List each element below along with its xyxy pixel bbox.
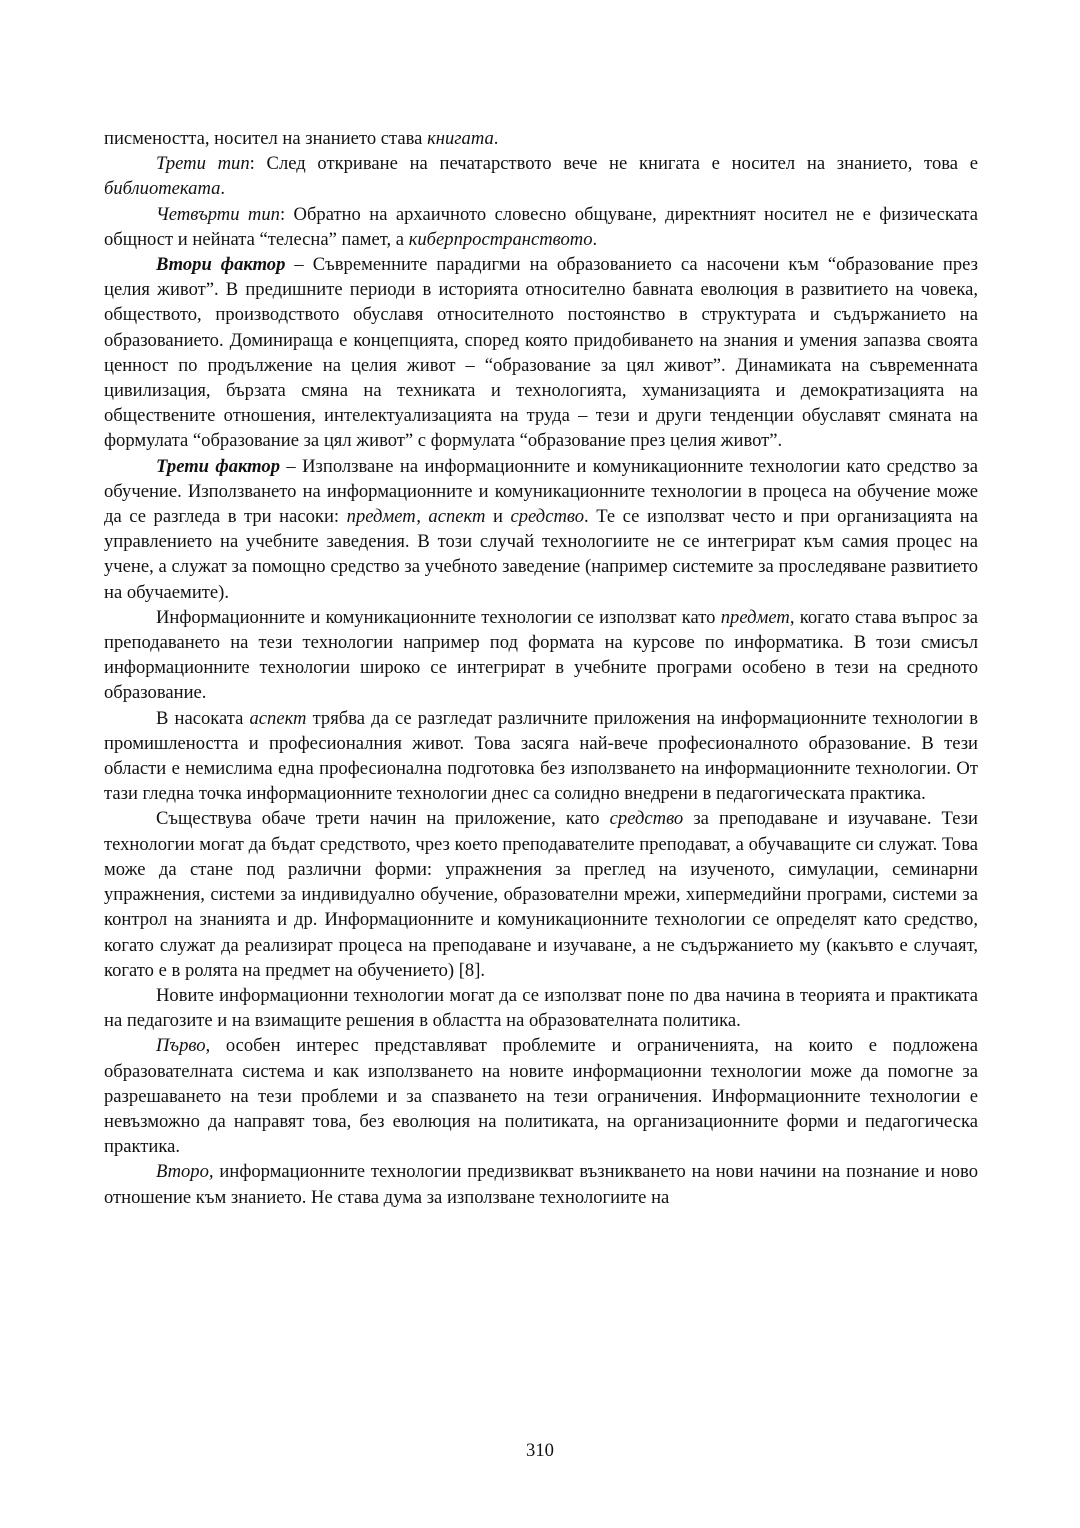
- paragraph: Второ, информационните технологии предизвикват възникването на нови начини на познание и ново отношение към знанието. Не става дума за използване технологиите на: [104, 1161, 978, 1208]
- paragraph: Втори фактор – Съвременните парадигми на образованието са насочени към “образование през целия живот”. В предишните периоди в историята относително бавната еволюция в развитието на човека, обществото, производството обуславя относителното постоянство в структурата и съдържанието на образованието. Доминираща е концепцията, според която придобиването на знания и умения запазва своята ценност по продължение на целия живот – “образование за цял живот”. Динамиката на съвременната цивилизация, бързата смяна на техниката и технологията, хуманизацията и демократизацията на обществените отношения, интелектуализацията на труда – тези и други тенденции обуславят смяната на формулата “образование за цял живот” с формулата “образование през целия живот”.: [104, 254, 978, 452]
- paragraph: Първо, особен интерес представляват проблемите и ограниченията, на които е подложена образователната система и как използването на новите информационни технологии може да помогне за разрешаването на тези проблеми и за спазването на тези ограничения. Информационните технологии е невъзможно да направят това, без еволюция на политиката, на организационните форми и педагогическа практика.: [104, 1035, 978, 1158]
- paragraph: Информационните и комуникационните технологии се използват като предмет, когато става въпрос за преподаването на тези технологии например под формата на курсове по информатика. В този смисъл информационните технологии широко се интегрират в учебните програми особено в тези на средното образование.: [104, 606, 978, 704]
- paragraph: Новите информационни технологии могат да се използват поне по два начина в теорията и практиката на педагозите и на взимащите решения в областта на образователната политика.: [104, 984, 978, 1032]
- page-number: 310: [526, 1440, 554, 1461]
- paragraph: В насоката аспект трябва да се разгледат различните приложения на информационните технологии в промишлеността и професионалния живот. Това засяга най-вече профеcионалното образование. В тези области е немислима една професионална подготовка без използването на информационните технологии. От тази гледна точка информационните технологии днес са солидно внедрени в педагогическата практика.: [104, 707, 978, 805]
- paragraph: Съществува обаче трети начин на приложение, като средство за преподаване и изучаване. Тези технологии могат да бъдат средството, чрез което преподавателите преподават, а обучаващите си служат. Това може да стане под различни форми: упражнения за преглед на изученото, симулации, семинарни упражнения, системи за индивидуално обучение, образователни мрежи, хипермедийни програми, системи за контрол на знанията и др. Информационните и комуникационните технологии се определят като средство, когато служат да реализират процеса на преподаване и изучаване, а не съдържанието му (какъвто е случаят, когато е в ролята на предмет на обучението) [8].: [104, 808, 978, 981]
- paragraph: Трети фактор – Използване на информационните и комуникационните технологии като средство за обучение. Използването на информационните и комуникационните технологии в процеса на обучение може да се разгледа в три насоки: предмет, аспект и средство. Те се използват често и при организацията на управлението на учебните заведения. В този случай технологиите не се интегрират към самия процес на учене, а служат за помощно средство за учебното заведение (например системите за проследяване развитието на обучаемите).: [104, 455, 978, 603]
- paragraph: Четвърти тип: Обратно на архаичното словесно общуване, директният носител не е физическата общност и нейната “телесна” памет, а киберпространството.: [104, 203, 979, 250]
- paragraph: Трети тип: След откриване на печатарството вече не книгата е носител на знанието, това е библиотеката.: [104, 153, 978, 200]
- document-body: [104, 126, 978, 1210]
- paragraph: писмеността, носител на знанието става книгата.: [104, 128, 499, 149]
